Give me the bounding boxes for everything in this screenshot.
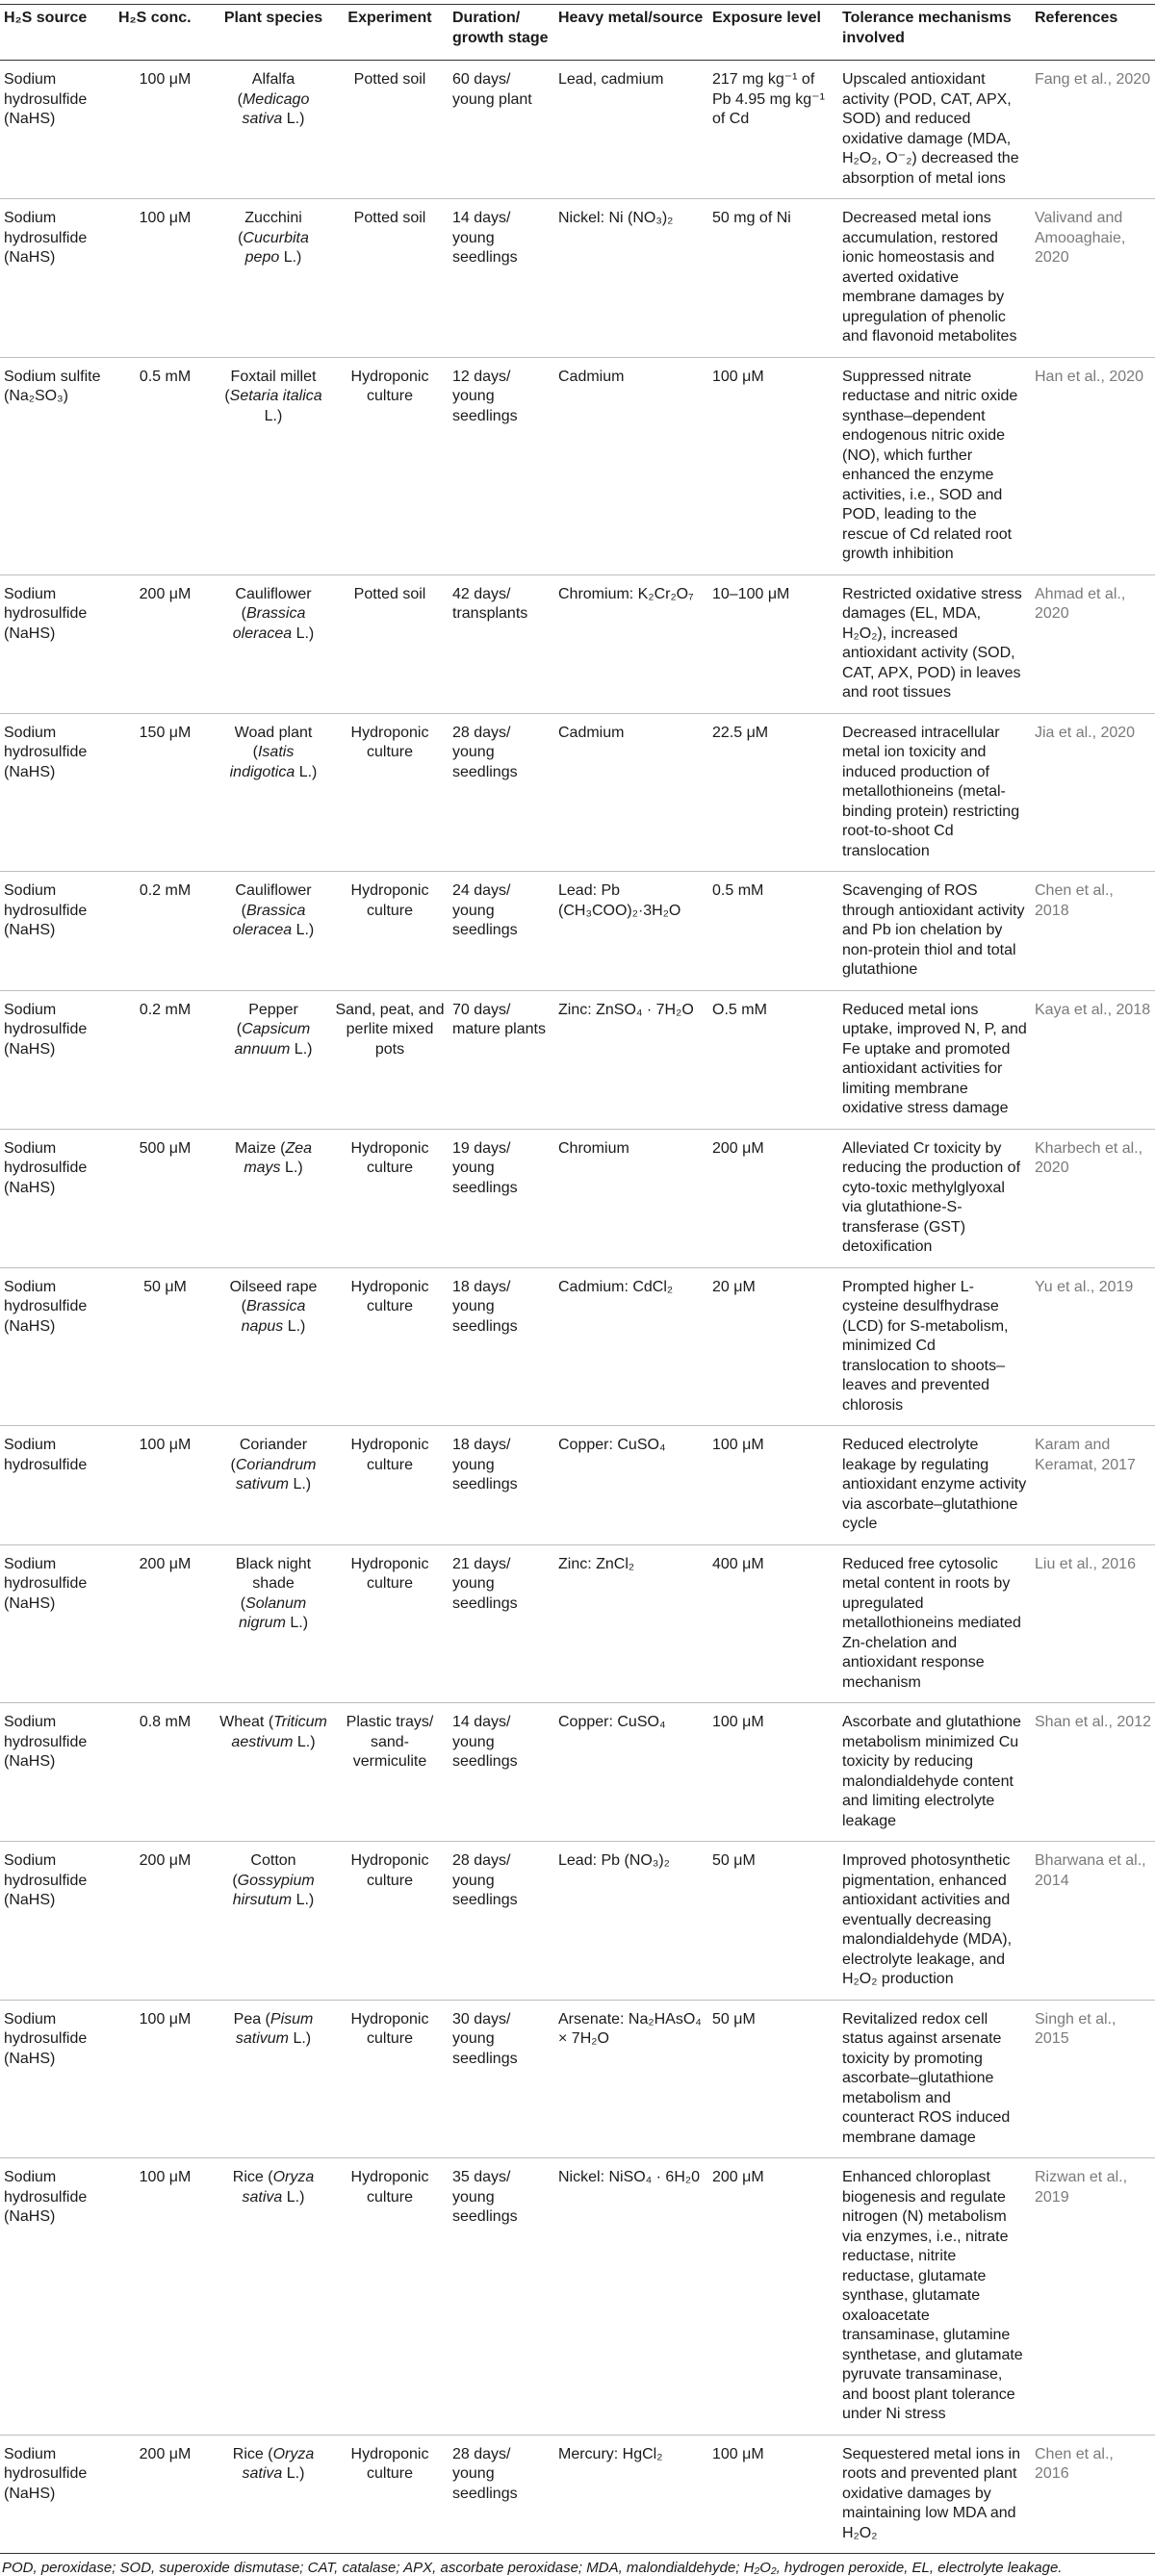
cell-plant-species: Rice (Oryza sativa L.) — [216, 2435, 331, 2554]
cell-h2s-conc: 0.2 mM — [115, 990, 216, 1129]
species-common-name: Cauliflower — [235, 585, 312, 602]
cell-h2s-conc: 200 μM — [115, 574, 216, 713]
cell-h2s-source: Sodium hydrosulfide (NaHS) — [0, 990, 115, 1129]
cell-heavy-metal: Zinc: ZnCl₂ — [554, 1544, 708, 1703]
table-row — [0, 357, 1155, 574]
cell-duration: 18 days/ young seedlings — [449, 1426, 554, 1545]
table-footnote: POD, peroxidase; SOD, superoxide dismutase; CAT, catalase; APX, ascorbate peroxidase; MDA, malondialdehyde; H₂O₂, hydrogen peroxide, EL, electrolyte leakage. — [2, 2560, 1063, 2576]
species-scientific-name: Oryza sativa — [242, 2169, 315, 2206]
cell-experiment: Hydroponic culture — [331, 1842, 449, 2001]
cell-h2s-source: Sodium hydrosulfide (NaHS) — [0, 61, 115, 199]
cell-plant-species: Pepper (Capsicum annuum L.) — [216, 990, 331, 1129]
cell-reference: Kharbech et al., 2020 — [1031, 1129, 1155, 1267]
cell-heavy-metal: Arsenate: Na₂HAsO₄ × 7H₂O — [554, 2000, 708, 2158]
cell-tolerance-mechanism: Restricted oxidative stress damages (EL, MDA, H₂O₂), increased antioxidant activity (SOD, CAT, APX, POD) in leaves and root tissues — [838, 574, 1031, 713]
species-authority: L. — [285, 1160, 298, 1176]
table-body — [0, 61, 1155, 2554]
cell-exposure-level: 50 μM — [708, 2000, 838, 2158]
cell-duration: 42 days/ transplants — [449, 574, 554, 713]
cell-heavy-metal: Chromium: K₂Cr₂O₇ — [554, 574, 708, 713]
cell-tolerance-mechanism: Decreased intracellular metal ion toxicity and induced production of metallothioneins (metal-binding protein) restricting root-to-shoot Cd translocation — [838, 713, 1031, 872]
header-cell: Exposure level — [708, 5, 838, 61]
cell-heavy-metal: Chromium — [554, 1129, 708, 1267]
cell-plant-species: Pea (Pisum sativum L.) — [216, 2000, 331, 2158]
cell-duration: 14 days/ young seedlings — [449, 1703, 554, 1842]
cell-tolerance-mechanism: Scavenging of ROS through antioxidant activity and Pb ion chelation by non-protein thiol and total glutathione — [838, 872, 1031, 991]
cell-reference: Yu et al., 2019 — [1031, 1267, 1155, 1426]
cell-experiment: Hydroponic culture — [331, 2000, 449, 2158]
cell-plant-species: Coriander (Coriandrum sativum L.) — [216, 1426, 331, 1545]
cell-plant-species: Cauliflower (Brassica oleracea L.) — [216, 872, 331, 991]
species-authority: L. — [294, 1040, 308, 1058]
cell-h2s-source: Sodium sulfite (Na₂SO₃) — [0, 357, 115, 574]
cell-exposure-level: 100 μM — [708, 2435, 838, 2554]
cell-h2s-conc: 50 μM — [115, 1267, 216, 1426]
cell-heavy-metal: Zinc: ZnSO₄ · 7H₂O — [554, 990, 708, 1129]
table-row — [0, 1267, 1155, 1426]
cell-reference: Ahmad et al., 2020 — [1031, 574, 1155, 713]
table-row — [0, 2158, 1155, 2436]
cell-tolerance-mechanism: Sequestered metal ions in roots and prevented plant oxidative damages by maintaining low MDA and H₂O₂ — [838, 2435, 1031, 2554]
cell-h2s-conc: 0.5 mM — [115, 357, 216, 574]
cell-h2s-conc: 500 μM — [115, 1129, 216, 1267]
cell-experiment: Hydroponic culture — [331, 713, 449, 872]
species-scientific-name: Oryza sativa — [242, 2445, 315, 2482]
cell-reference: Liu et al., 2016 — [1031, 1544, 1155, 1703]
table-row — [0, 199, 1155, 358]
header-cell: Experiment — [331, 5, 449, 61]
table-row — [0, 1544, 1155, 1703]
species-common-name: Black night shade — [235, 1555, 312, 1592]
cell-tolerance-mechanism: Reduced electrolyte leakage by regulating antioxidant enzyme activity via ascorbate–glutathione cycle — [838, 1426, 1031, 1545]
cell-h2s-conc: 100 μM — [115, 61, 216, 199]
cell-plant-species: Cotton (Gossypium hirsutum L.) — [216, 1842, 331, 2001]
cell-h2s-conc: 0.2 mM — [115, 872, 216, 991]
species-common-name: Oilseed rape — [229, 1278, 318, 1295]
cell-h2s-source: Sodium hydrosulfide (NaHS) — [0, 1267, 115, 1426]
cell-reference: Kaya et al., 2018 — [1031, 990, 1155, 1129]
cell-h2s-conc: 150 μM — [115, 713, 216, 872]
cell-exposure-level: 400 μM — [708, 1544, 838, 1703]
cell-reference: Han et al., 2020 — [1031, 357, 1155, 574]
cell-exposure-level: 100 μM — [708, 357, 838, 574]
species-common-name: Zucchini — [244, 210, 302, 226]
cell-experiment: Hydroponic culture — [331, 1267, 449, 1426]
species-authority: L. — [295, 1892, 309, 1908]
table-row — [0, 574, 1155, 713]
cell-experiment: Plastic trays/ sand-vermiculite — [331, 1703, 449, 1842]
cell-plant-species: Oilseed rape (Brassica napus L.) — [216, 1267, 331, 1426]
cell-h2s-source: Sodium hydrosulfide (NaHS) — [0, 1544, 115, 1703]
cell-reference: Chen et al., 2016 — [1031, 2435, 1155, 2554]
cell-heavy-metal: Nickel: Ni (NO₃)₂ — [554, 199, 708, 358]
cell-tolerance-mechanism: Ascorbate and glutathione metabolism minimized Cu toxicity by reducing malondialdehyde content and limiting electrolyte leakage — [838, 1703, 1031, 1842]
cell-plant-species: Woad plant (Isatis indigotica L.) — [216, 713, 331, 872]
cell-exposure-level: 200 μM — [708, 1129, 838, 1267]
cell-heavy-metal: Cadmium — [554, 713, 708, 872]
cell-h2s-source: Sodium hydrosulfide (NaHS) — [0, 872, 115, 991]
cell-plant-species: Rice (Oryza sativa L.) — [216, 2158, 331, 2436]
cell-h2s-source: Sodium hydrosulfide (NaHS) — [0, 199, 115, 358]
cell-tolerance-mechanism: Upscaled antioxidant activity (POD, CAT, APX, SOD) and reduced oxidative damage (MDA, H₂O₂, O⁻₂) decreased the absorption of metal ions — [838, 61, 1031, 199]
cell-h2s-source: Sodium hydrosulfide (NaHS) — [0, 2435, 115, 2554]
species-scientific-name: Cucurbita pepo — [243, 229, 309, 266]
table-row — [0, 1129, 1155, 1267]
cell-h2s-source: Sodium hydrosulfide (NaHS) — [0, 1129, 115, 1267]
species-scientific-name: Gossypium hirsutum — [232, 1872, 315, 1908]
cell-duration: 12 days/ young seedlings — [449, 357, 554, 574]
species-scientific-name: Brassica oleracea — [232, 902, 306, 938]
cell-tolerance-mechanism: Decreased metal ions accumulation, restored ionic homeostasis and averted oxidative membrane damages by upregulation of phenolic and flavonoid metabolites — [838, 199, 1031, 358]
cell-duration: 60 days/ young plant — [449, 61, 554, 199]
cell-heavy-metal: Lead: Pb (CH₃COO)₂·3H₂O — [554, 872, 708, 991]
cell-exposure-level: 50 mg of Ni — [708, 199, 838, 358]
cell-plant-species: Alfalfa (Medicago sativa L.) — [216, 61, 331, 199]
species-scientific-name: Coriandrum sativum — [235, 1456, 317, 1492]
cell-exposure-level: 0.5 mM — [708, 872, 838, 991]
table-row — [0, 713, 1155, 872]
table-row — [0, 1426, 1155, 1545]
cell-experiment: Hydroponic culture — [331, 1544, 449, 1703]
cell-duration: 30 days/ young seedlings — [449, 2000, 554, 2158]
table-row — [0, 990, 1155, 1129]
cell-reference: Fang et al., 2020 — [1031, 61, 1155, 199]
cell-tolerance-mechanism: Reduced free cytosolic metal content in roots by upregulated metallothioneins mediated Zn-chelation and antioxidant response mechanism — [838, 1544, 1031, 1703]
cell-plant-species: Cauliflower (Brassica oleracea L.) — [216, 574, 331, 713]
species-scientific-name: Brassica napus — [241, 1298, 306, 1335]
cell-tolerance-mechanism: Reduced metal ions uptake, improved N, P, and Fe uptake and promoted antioxidant activities for limiting membrane oxidative stress damage — [838, 990, 1031, 1129]
cell-experiment: Potted soil — [331, 199, 449, 358]
h2s-heavy-metal-table — [0, 4, 1155, 2554]
cell-h2s-source: Sodium hydrosulfide — [0, 1426, 115, 1545]
cell-h2s-conc: 0.8 mM — [115, 1703, 216, 1842]
species-common-name: Wheat — [219, 1714, 265, 1730]
cell-tolerance-mechanism: Revitalized redox cell status against arsenate toxicity by promoting ascorbate–glutathione metabolism and counteract ROS induced membrane damage — [838, 2000, 1031, 2158]
cell-duration: 28 days/ young seedlings — [449, 713, 554, 872]
species-authority: L. — [286, 111, 300, 127]
cell-heavy-metal: Cadmium — [554, 357, 708, 574]
cell-duration: 24 days/ young seedlings — [449, 872, 554, 991]
cell-experiment: Hydroponic culture — [331, 357, 449, 574]
cell-tolerance-mechanism: Enhanced chloroplast biogenesis and regulate nitrogen (N) metabolism via enzymes, i.e., nitrate reductase, nitrite reductase, glutamate synthase, glutamate oxaloacetate transaminase, glutamine synthetase, and glutamate pyruvate transaminase, and boost plant tolerance under Ni stress — [838, 2158, 1031, 2436]
cell-experiment: Hydroponic culture — [331, 1129, 449, 1267]
cell-reference: Rizwan et al., 2019 — [1031, 2158, 1155, 2436]
species-common-name: Cauliflower — [235, 882, 312, 899]
species-scientific-name: Capsicum annuum — [234, 1021, 311, 1058]
species-scientific-name: Medicago sativa — [242, 90, 310, 127]
species-scientific-name: Solanum nigrum — [238, 1594, 307, 1631]
species-authority: L. — [298, 763, 313, 780]
species-common-name: Coriander — [239, 1437, 308, 1453]
species-authority: L. — [286, 2465, 300, 2482]
species-common-name: Rice — [232, 2169, 264, 2185]
cell-heavy-metal: Copper: CuSO₄ — [554, 1426, 708, 1545]
cell-reference: Chen et al., 2018 — [1031, 872, 1155, 991]
species-scientific-name: Isatis indigotica — [229, 744, 295, 780]
cell-experiment: Hydroponic culture — [331, 2158, 449, 2436]
cell-plant-species: Zucchini (Cucurbita pepo L.) — [216, 199, 331, 358]
cell-exposure-level: 22.5 μM — [708, 713, 838, 872]
cell-reference: Karam and Keramat, 2017 — [1031, 1426, 1155, 1545]
cell-exposure-level: O.5 mM — [708, 990, 838, 1129]
species-authority: L. — [290, 1615, 303, 1631]
table-row — [0, 1842, 1155, 2001]
table-row — [0, 1703, 1155, 1842]
species-scientific-name: Pisum sativum — [235, 2010, 314, 2047]
table-row — [0, 872, 1155, 991]
cell-h2s-conc: 200 μM — [115, 1544, 216, 1703]
cell-experiment: Hydroponic culture — [331, 1426, 449, 1545]
header-cell: H₂S source — [0, 5, 115, 61]
cell-plant-species: Foxtail millet (Setaria italica L.) — [216, 357, 331, 574]
species-authority: L. — [295, 625, 309, 642]
header-cell: Heavy metal/source — [554, 5, 708, 61]
cell-h2s-source: Sodium hydrosulfide (NaHS) — [0, 2158, 115, 2436]
cell-experiment: Sand, peat, and perlite mixed pots — [331, 990, 449, 1129]
cell-h2s-conc: 200 μM — [115, 2435, 216, 2554]
cell-reference: Jia et al., 2020 — [1031, 713, 1155, 872]
cell-experiment: Hydroponic culture — [331, 872, 449, 991]
cell-exposure-level: 20 μM — [708, 1267, 838, 1426]
header-cell: Tolerance mechanisms involved — [838, 5, 1031, 61]
table-row — [0, 2000, 1155, 2158]
species-scientific-name: Brassica oleracea — [232, 605, 306, 642]
header-cell: Plant species — [216, 5, 331, 61]
cell-duration: 28 days/ young seedlings — [449, 1842, 554, 2001]
cell-heavy-metal: Mercury: HgCl₂ — [554, 2435, 708, 2554]
cell-h2s-conc: 100 μM — [115, 2000, 216, 2158]
cell-experiment: Potted soil — [331, 61, 449, 199]
cell-duration: 18 days/ young seedlings — [449, 1267, 554, 1426]
cell-h2s-conc: 100 μM — [115, 199, 216, 358]
cell-h2s-conc: 200 μM — [115, 1842, 216, 2001]
species-common-name: Cotton — [250, 1852, 296, 1869]
cell-exposure-level: 217 mg kg⁻¹ of Pb 4.95 mg kg⁻¹ of Cd — [708, 61, 838, 199]
species-common-name: Rice — [232, 2445, 264, 2462]
species-authority: L. — [293, 1476, 306, 1492]
header-row — [0, 5, 1155, 61]
cell-heavy-metal: Nickel: NiSO₄ · 6H₂0 — [554, 2158, 708, 2436]
species-authority: L. — [264, 407, 277, 424]
species-authority: L. — [296, 1733, 311, 1750]
cell-duration: 21 days/ young seedlings — [449, 1544, 554, 1703]
cell-experiment: Potted soil — [331, 574, 449, 713]
cell-reference: Valivand and Amooaghaie, 2020 — [1031, 199, 1155, 358]
cell-exposure-level: 50 μM — [708, 1842, 838, 2001]
cell-exposure-level: 10–100 μM — [708, 574, 838, 713]
cell-h2s-source: Sodium hydrosulfide (NaHS) — [0, 574, 115, 713]
header-cell: H₂S conc. — [115, 5, 216, 61]
cell-heavy-metal: Lead, cadmium — [554, 61, 708, 199]
cell-experiment: Hydroponic culture — [331, 2435, 449, 2554]
cell-reference: Shan et al., 2012 — [1031, 1703, 1155, 1842]
cell-duration: 19 days/ young seedlings — [449, 1129, 554, 1267]
cell-duration: 70 days/ mature plants — [449, 990, 554, 1129]
cell-plant-species: Black night shade (Solanum nigrum L.) — [216, 1544, 331, 1703]
cell-tolerance-mechanism: Prompted higher L-cysteine desulfhydrase (LCD) for S-metabolism, minimized Cd translocation to shoots–leaves and prevented chlorosis — [838, 1267, 1031, 1426]
cell-h2s-conc: 100 μM — [115, 2158, 216, 2436]
species-scientific-name: Zea mays — [244, 1139, 313, 1176]
species-authority: L. — [283, 249, 297, 266]
table-row — [0, 2435, 1155, 2554]
cell-duration: 28 days/ young seedlings — [449, 2435, 554, 2554]
species-common-name: Pepper — [248, 1001, 298, 1018]
cell-tolerance-mechanism: Alleviated Cr toxicity by reducing the production of cyto-toxic methylglyoxal via glutathione-S-transferase (GST) detoxification — [838, 1129, 1031, 1267]
cell-heavy-metal: Cadmium: CdCl₂ — [554, 1267, 708, 1426]
cell-heavy-metal: Lead: Pb (NO₃)₂ — [554, 1842, 708, 2001]
cell-tolerance-mechanism: Improved photosynthetic pigmentation, enhanced antioxidant activities and eventually decreasing malondialdehyde (MDA), electrolyte leakage, and H₂O₂ production — [838, 1842, 1031, 2001]
cell-duration: 35 days/ young seedlings — [449, 2158, 554, 2436]
cell-reference: Bharwana et al., 2014 — [1031, 1842, 1155, 2001]
species-common-name: Alfalfa — [251, 71, 295, 88]
cell-h2s-source: Sodium hydrosulfide (NaHS) — [0, 2000, 115, 2158]
species-common-name: Woad plant — [234, 724, 313, 741]
cell-h2s-conc: 100 μM — [115, 1426, 216, 1545]
cell-plant-species: Maize (Zea mays L.) — [216, 1129, 331, 1267]
species-authority: L. — [286, 2188, 300, 2206]
cell-exposure-level: 100 μM — [708, 1703, 838, 1842]
table-row — [0, 61, 1155, 199]
cell-reference: Singh et al., 2015 — [1031, 2000, 1155, 2158]
cell-h2s-source: Sodium hydrosulfide (NaHS) — [0, 713, 115, 872]
header-cell: Duration/ growth stage — [449, 5, 554, 61]
cell-h2s-source: Sodium hydrosulfide (NaHS) — [0, 1703, 115, 1842]
cell-heavy-metal: Copper: CuSO₄ — [554, 1703, 708, 1842]
cell-exposure-level: 100 μM — [708, 1426, 838, 1545]
species-common-name: Maize — [234, 1139, 276, 1157]
species-common-name: Foxtail millet — [230, 368, 317, 385]
species-scientific-name: Setaria italica — [229, 388, 322, 404]
cell-exposure-level: 200 μM — [708, 2158, 838, 2436]
species-authority: L. — [293, 2030, 306, 2047]
species-authority: L. — [287, 1317, 301, 1335]
cell-h2s-source: Sodium hydrosulfide (NaHS) — [0, 1842, 115, 2001]
species-scientific-name: Triticum aestivum — [231, 1714, 327, 1750]
species-common-name: Pea — [233, 2010, 262, 2028]
cell-plant-species: Wheat (Triticum aestivum L.) — [216, 1703, 331, 1842]
header-cell: References — [1031, 5, 1155, 61]
cell-duration: 14 days/ young seedlings — [449, 199, 554, 358]
species-authority: L. — [295, 922, 309, 938]
cell-tolerance-mechanism: Suppressed nitrate reductase and nitric oxide synthase–dependent endogenous nitric oxide (NO), which further enhanced the enzyme activities, i.e., SOD and POD, leading to the rescue of Cd related root growth inhibition — [838, 357, 1031, 574]
